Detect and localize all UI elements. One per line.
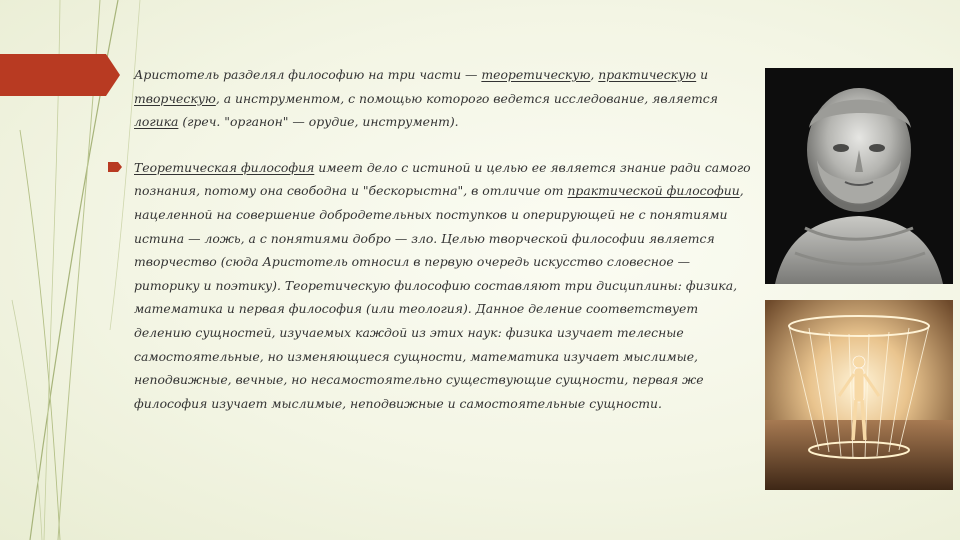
link-theoretical-philosophy[interactable]: Теоретическая философия — [134, 159, 315, 175]
link-practical[interactable]: практическую — [598, 67, 697, 82]
red-accent-tab — [0, 54, 120, 96]
bullet-icon — [108, 162, 122, 172]
text-run: , — [590, 67, 599, 82]
glowing-figure-image — [765, 300, 953, 490]
link-practical-philosophy[interactable]: практической философии — [567, 183, 740, 199]
text-run: (греч. "органон" — орудие, инструмент). — [178, 114, 459, 130]
paragraph-2 — [134, 156, 754, 416]
aristotle-bust-image — [765, 68, 953, 284]
text-run: и — [696, 67, 709, 82]
text-run: , а инструментом, с помощью которого ведется исследование, является — [215, 90, 718, 106]
paragraph-1 — [134, 63, 754, 134]
text-run: , нацеленной на совершение добродетельных поступков и оперирующей не с понятиями истина — ложь, а с понятиями добро — зло. Целью творческой философии является творчество (сюда Аристотель относил в первую очередь искусство словесное — риторику и поэтику). Теоретическую философию составляют три дисциплины: физика, математика и первая философия (или теология). Данное деление соответствует делению сущностей, изучаемых каждой из этих наук: физика изучает телесные самостоятельные, но изменяющиеся сущности, математика изучает мыслимые, неподвижные, вечные, но несамостоятельно существующие сущности, первая же философия изучает мыслимые, неподвижные и самостоятельные сущности. — [134, 183, 744, 411]
link-theoretical[interactable]: теоретическую — [481, 67, 591, 82]
text-run: имеет дело с истиной и целью ее является знание ради самого познания, потому она свободна и "бескорыстна", в отличие от — [134, 159, 751, 199]
link-logic[interactable]: логика — [134, 114, 179, 130]
content-text — [134, 63, 754, 415]
text-run: Аристотель разделял философию на три части — — [134, 67, 482, 82]
link-creative[interactable]: творческую — [134, 90, 216, 106]
